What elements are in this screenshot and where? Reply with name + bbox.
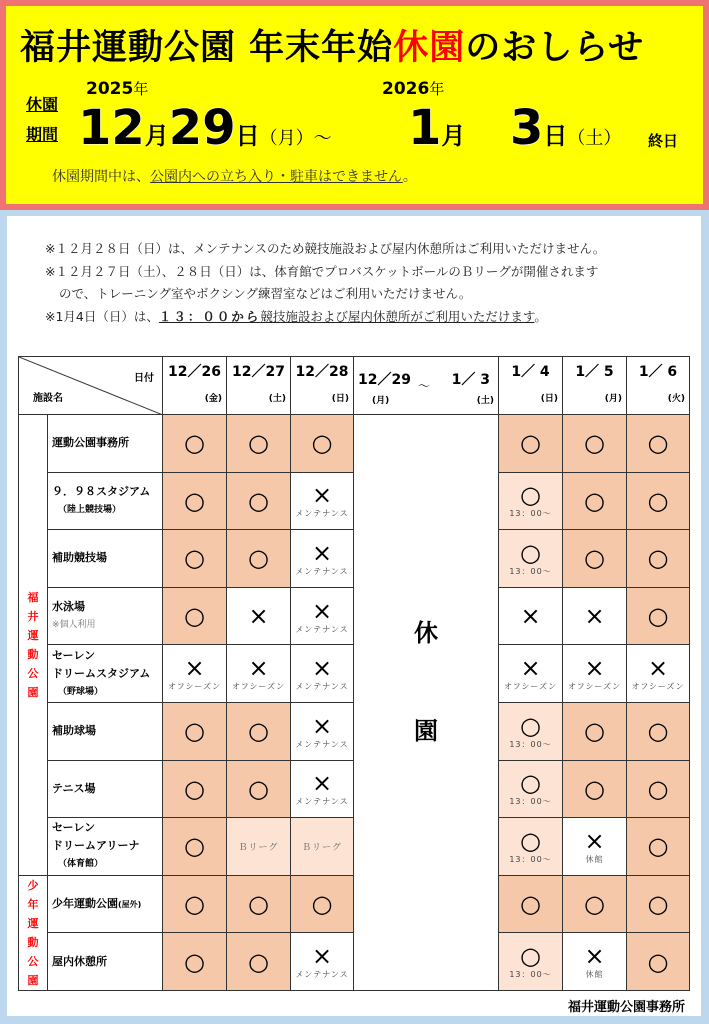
facility-name (48, 760, 163, 818)
available-mark-icon: ○ (584, 890, 605, 919)
facility-name (48, 530, 163, 588)
status-cell (163, 875, 227, 933)
closed-tilde: ～ (418, 379, 431, 393)
available-mark-icon: ○ (584, 717, 605, 746)
status-cell (227, 645, 291, 703)
status-cell (563, 530, 627, 588)
weekday-label: (土) (268, 394, 286, 404)
status-cell (627, 702, 690, 760)
status-note: メンテナンス (295, 797, 349, 807)
period-label-2: 期間 (26, 125, 59, 144)
facility-name-text: 補助競技場 (52, 551, 107, 565)
group-char: 動 (27, 935, 39, 949)
available-mark-icon: ○ (248, 429, 269, 458)
start-date: 12月29日（月）～ (78, 100, 332, 156)
status-note: 休館 (585, 854, 604, 864)
unavailable-mark-icon: × (311, 711, 333, 740)
status-cell (291, 415, 354, 473)
group-char: 動 (27, 647, 39, 661)
available-mark-icon: ○ (647, 602, 669, 631)
available-mark-icon: ○ (248, 890, 269, 919)
unavailable-mark-icon: × (584, 602, 605, 631)
status-cell (291, 933, 354, 991)
status-note: メンテナンス (295, 970, 349, 980)
status-cell (227, 702, 291, 760)
available-mark-icon: ○ (311, 429, 333, 458)
unavailable-mark-icon: × (311, 481, 333, 510)
available-mark-icon: ○ (584, 486, 605, 515)
date-label: 1／ 6 (638, 364, 678, 380)
available-mark-icon: ○ (647, 717, 669, 746)
start-year: 2025年 (86, 79, 149, 99)
status-cell (627, 415, 690, 473)
status-cell (563, 933, 627, 991)
facility-name (48, 472, 163, 530)
status-cell (499, 702, 563, 760)
available-mark-icon: ○ (520, 711, 541, 740)
status-note: 13：00～ (509, 739, 552, 749)
status-cell (499, 760, 563, 818)
available-mark-icon: ○ (184, 486, 205, 515)
group-char: 少 (27, 878, 39, 892)
weekday-label: (火) (667, 394, 685, 404)
status-note: オフシーズン (231, 682, 286, 692)
available-mark-icon: ○ (520, 538, 541, 567)
footer-office: 福井運動公園事務所 (567, 1000, 685, 1015)
status-cell (563, 472, 627, 530)
status-cell (163, 415, 227, 473)
status-cell (291, 818, 354, 876)
status-cell (163, 702, 227, 760)
group-char: 公 (27, 666, 39, 680)
status-note: 13：00～ (509, 854, 552, 864)
status-cell (563, 645, 627, 703)
facility-name (48, 587, 163, 645)
available-mark-icon: ○ (184, 544, 205, 573)
status-cell (163, 645, 227, 703)
status-note: メンテナンス (295, 509, 349, 519)
status-cell (563, 760, 627, 818)
unavailable-mark-icon: × (520, 602, 541, 631)
unavailable-mark-icon: × (520, 654, 541, 683)
group-char: 福 (27, 590, 39, 604)
status-note: 13：00～ (509, 970, 552, 980)
end-date: 3日（土） (510, 100, 622, 156)
facility-name-line2: ドリームアリーナ (52, 839, 140, 853)
available-mark-icon: ○ (647, 544, 669, 573)
facility-name-text: セーレン (52, 648, 96, 662)
status-cell (627, 933, 690, 991)
available-mark-icon: ○ (184, 717, 205, 746)
status-cell (627, 587, 690, 645)
status-cell (291, 472, 354, 530)
available-mark-icon: ○ (184, 832, 205, 861)
status-cell (563, 587, 627, 645)
unavailable-mark-icon: × (311, 942, 333, 971)
available-mark-icon: ○ (647, 774, 669, 803)
available-mark-icon: ○ (647, 429, 669, 458)
facility-name (48, 818, 163, 876)
status-cell (163, 530, 227, 588)
facility-name (48, 702, 163, 760)
status-cell (563, 818, 627, 876)
unavailable-mark-icon: × (248, 602, 269, 631)
facility-name-text: テニス場 (52, 781, 96, 795)
note-2-cont: ので、トレーニング室やボクシング練習室などはご利用いただけません。 (59, 286, 472, 301)
status-cell (163, 933, 227, 991)
status-note: 休館 (585, 970, 604, 980)
facility-name-line2: ドリームスタジアム (52, 666, 151, 680)
table-row (19, 415, 690, 473)
facility-name-text: 補助球場 (52, 724, 96, 738)
page-title (20, 20, 644, 70)
status-cell (227, 875, 291, 933)
date-header (291, 357, 354, 415)
available-mark-icon: ○ (184, 890, 205, 919)
table-corner-header (19, 357, 163, 415)
unavailable-mark-icon: × (647, 654, 669, 683)
group-char: 運 (27, 916, 39, 930)
group-char: 公 (27, 954, 39, 968)
facility-name-small: (屋外) (118, 899, 142, 909)
date-header (563, 357, 627, 415)
status-cell (291, 645, 354, 703)
status-cell (227, 818, 291, 876)
closed-period-cell (354, 415, 499, 991)
status-cell (291, 760, 354, 818)
unavailable-mark-icon: × (584, 654, 605, 683)
facility-name-text: 水泳場 (52, 600, 85, 614)
closed-to-weekday: (土) (476, 396, 494, 406)
notes (45, 238, 605, 328)
group-char: 園 (27, 685, 39, 699)
status-cell (227, 760, 291, 818)
status-cell (627, 530, 690, 588)
available-mark-icon: ○ (311, 890, 333, 919)
status-cell (227, 472, 291, 530)
available-mark-icon: ○ (520, 890, 541, 919)
status-cell (163, 818, 227, 876)
closed-from-weekday: (月) (372, 396, 390, 406)
status-cell (163, 472, 227, 530)
unavailable-mark-icon: × (311, 654, 333, 683)
status-cell (227, 933, 291, 991)
available-mark-icon: ○ (248, 717, 269, 746)
facility-name (48, 933, 163, 991)
corner-facility-label: 施設名 (33, 393, 63, 404)
group-label (19, 875, 48, 990)
closed-text-2: 園 (414, 717, 438, 746)
weekday-label: (日) (331, 394, 349, 404)
facility-name-text: セーレン (52, 821, 96, 835)
end-month: 1月 (408, 100, 466, 156)
available-mark-icon: ○ (520, 769, 541, 798)
status-note: 13：00～ (509, 566, 552, 576)
available-mark-icon: ○ (647, 486, 669, 515)
available-mark-icon: ○ (647, 890, 669, 919)
facility-name (48, 875, 163, 933)
announcement-banner (0, 0, 709, 210)
facility-subname: （陸上競技場） (58, 504, 122, 515)
status-cell (627, 645, 690, 703)
group-char: 年 (27, 897, 39, 911)
closure-notice: 休園期間中は、公園内への立ち入り・駐車はできません。 (52, 169, 417, 185)
available-mark-icon: ○ (584, 429, 605, 458)
status-note: オフシーズン (631, 682, 685, 692)
available-mark-icon: ○ (520, 481, 541, 510)
available-mark-icon: ○ (184, 429, 205, 458)
closed-from: 12／29 (358, 372, 411, 388)
available-mark-icon: ○ (248, 544, 269, 573)
available-mark-icon: ○ (520, 942, 541, 971)
available-mark-icon: ○ (248, 947, 269, 976)
status-cell (563, 875, 627, 933)
weekday-label: (月) (604, 394, 622, 404)
status-cell (627, 818, 690, 876)
status-cell (563, 415, 627, 473)
date-header (227, 357, 291, 415)
facility-name-text: 少年運動公園 (52, 896, 118, 910)
available-mark-icon: ○ (520, 429, 541, 458)
title-text: 福井運動公園 年末年始 (20, 28, 394, 68)
date-label: 12／27 (232, 364, 285, 380)
status-cell (499, 415, 563, 473)
date-label: 1／ 4 (511, 364, 550, 380)
available-mark-icon: ○ (184, 947, 205, 976)
diagonal-line (19, 357, 163, 415)
group-label (19, 415, 48, 876)
status-cell (499, 472, 563, 530)
title-closed-text: 休園 (393, 28, 466, 68)
status-cell (499, 875, 563, 933)
available-mark-icon: ○ (647, 947, 669, 976)
facility-subname: （体育館） (58, 859, 104, 870)
facility-subname: （野球場） (58, 686, 104, 697)
status-note: オフシーズン (167, 682, 222, 692)
status-cell (163, 760, 227, 818)
date-label: 1／ 5 (575, 364, 614, 380)
status-cell (563, 702, 627, 760)
closed-text-1: 休 (414, 619, 438, 648)
unavailable-mark-icon: × (248, 654, 269, 683)
facility-name-text: 屋内休憩所 (52, 954, 107, 968)
corner-date-label: 日付 (134, 373, 154, 384)
end-note: 終日 (648, 132, 679, 150)
facility-name (48, 645, 163, 703)
date-header (499, 357, 563, 415)
status-note: オフシーズン (503, 682, 558, 692)
status-cell (163, 587, 227, 645)
status-cell (627, 875, 690, 933)
weekday-label: (金) (204, 394, 222, 404)
available-mark-icon: ○ (184, 774, 205, 803)
note-3: ※1月4日（日）は、１３：００から競技施設および屋内休憩所がご利用いただけます。 (45, 308, 547, 324)
status-cell (291, 875, 354, 933)
weekday-label: (日) (540, 394, 558, 404)
group-char: 運 (27, 628, 39, 642)
date-label: 12／28 (295, 364, 349, 380)
status-cell (291, 530, 354, 588)
status-note: Ｂリーグ (301, 842, 342, 853)
status-note: Ｂリーグ (238, 842, 279, 853)
available-mark-icon: ○ (520, 826, 541, 855)
status-note: メンテナンス (295, 624, 349, 634)
available-mark-icon: ○ (248, 486, 269, 515)
status-cell (227, 587, 291, 645)
unavailable-mark-icon: × (311, 596, 333, 625)
status-note: 13：00～ (509, 797, 552, 807)
status-cell (227, 415, 291, 473)
available-mark-icon: ○ (184, 602, 205, 631)
status-note: オフシーズン (567, 682, 622, 692)
facility-name (48, 415, 163, 473)
unavailable-mark-icon: × (311, 769, 333, 798)
status-cell (499, 587, 563, 645)
status-cell (627, 472, 690, 530)
title-suffix: のおしらせ (465, 28, 645, 68)
status-cell (627, 760, 690, 818)
facility-name-text: ９．９８スタジアム (52, 484, 151, 498)
facility-note: ※個人利用 (52, 620, 96, 631)
date-label: 12／26 (168, 364, 221, 380)
unavailable-mark-icon: × (584, 942, 605, 971)
status-cell (499, 645, 563, 703)
unavailable-mark-icon: × (184, 654, 205, 683)
note-1: ※１２月２８日（日）は、メンテナンスのため競技施設および屋内休憩所はご利用いただけません。 (45, 241, 606, 256)
status-note: 13：00～ (509, 509, 552, 519)
schedule-table (18, 356, 690, 991)
status-cell (499, 530, 563, 588)
unavailable-mark-icon: × (584, 826, 605, 855)
status-note: メンテナンス (295, 682, 349, 692)
group-char: 園 (27, 973, 39, 987)
group-char: 井 (27, 609, 39, 623)
available-mark-icon: ○ (248, 774, 269, 803)
date-header (627, 357, 690, 415)
available-mark-icon: ○ (584, 774, 605, 803)
available-mark-icon: ○ (584, 544, 605, 573)
facility-name-text: 運動公園事務所 (52, 436, 129, 450)
date-header (163, 357, 227, 415)
status-cell (291, 702, 354, 760)
available-mark-icon: ○ (647, 832, 669, 861)
status-cell (291, 587, 354, 645)
unavailable-mark-icon: × (311, 538, 333, 567)
note-2: ※１２月２７日（土）、２８日（日）は、体育館でプロバスケットボールのＢリーグが開催されます (45, 263, 599, 279)
status-note: メンテナンス (295, 739, 349, 749)
status-cell (499, 818, 563, 876)
closed-period-header (354, 357, 499, 415)
status-cell (499, 933, 563, 991)
closed-to: 1／ 3 (451, 372, 490, 388)
status-cell (227, 530, 291, 588)
end-year: 2026年 (382, 79, 445, 99)
status-note: メンテナンス (295, 566, 349, 576)
period-label-1: 休園 (26, 95, 59, 114)
